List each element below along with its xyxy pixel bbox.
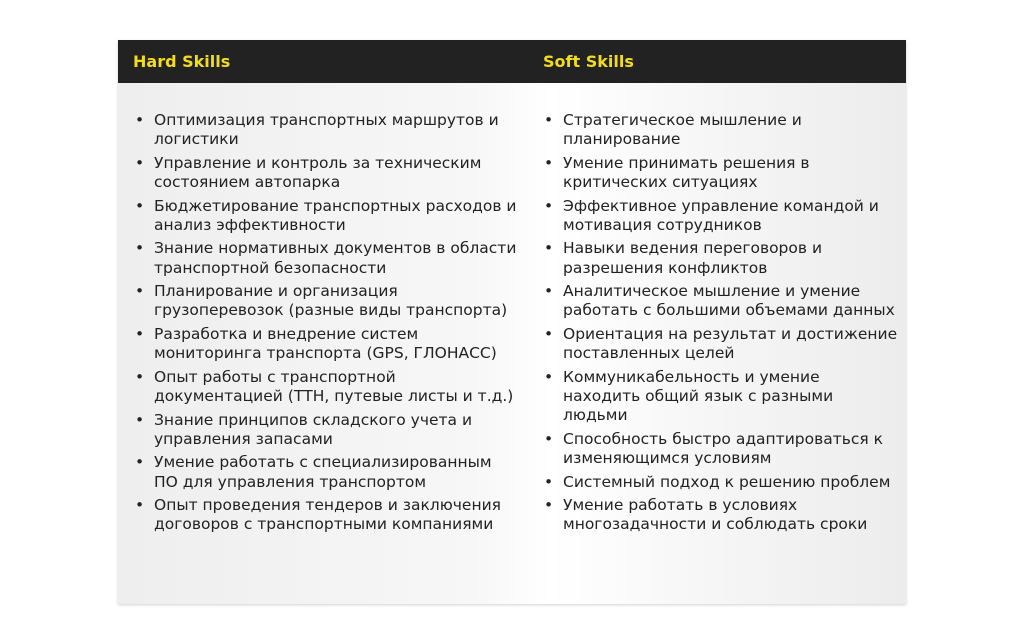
- list-item: [544, 473, 899, 492]
- bullet-icon: •: [544, 367, 554, 386]
- hard-skill-text: Оптимизация транспортных маршрутов и логистики: [154, 111, 499, 149]
- list-item: [544, 430, 899, 468]
- list-item: [544, 496, 899, 534]
- list-item: [135, 325, 520, 363]
- list-item: [544, 197, 899, 235]
- bullet-icon: •: [135, 111, 145, 129]
- bullet-icon: •: [544, 496, 554, 515]
- bullet-icon: •: [544, 429, 554, 448]
- soft-skill-text: Стратегическое мышление и планирование: [563, 111, 802, 149]
- list-item: [544, 239, 899, 277]
- bullet-icon: •: [135, 153, 145, 172]
- bullet-icon: •: [135, 324, 145, 343]
- hard-skill-text: Умение работать с специализированным ПО для управления транспортом: [154, 453, 492, 491]
- hard-skills-list: [135, 111, 520, 539]
- hard-skill-text: Управление и контроль за техническим состоянием автопарка: [154, 153, 482, 191]
- soft-skill-text: Способность быстро адаптироваться к изменяющимся условиям: [563, 429, 884, 467]
- list-item: [135, 368, 520, 406]
- list-item: [135, 111, 520, 149]
- soft-skill-text: Умение работать в условиях многозадачности и соблюдать сроки: [563, 496, 868, 534]
- bullet-icon: •: [544, 239, 554, 258]
- bullet-icon: •: [544, 153, 554, 172]
- hard-skill-text: Опыт работы с транспортной документацией (ТТН, путевые листы и т.д.): [154, 367, 514, 405]
- soft-skill-text: Эффективное управление командой и мотивация сотрудников: [563, 196, 879, 234]
- list-item: [135, 453, 520, 491]
- soft-skill-text: Ориентация на результат и достижение поставленных целей: [563, 324, 898, 363]
- hard-skill-text: Знание нормативных документов в области транспортной безопасности: [154, 239, 517, 277]
- soft-skill-text: Умение принимать решения в критических ситуациях: [563, 153, 810, 191]
- hard-skill-text: Разработка и внедрение систем мониторинга транспорта (GPS, ГЛОНАСС): [154, 324, 497, 363]
- hard-skill-text: Знание принципов складского учета и управления запасами: [154, 410, 473, 448]
- list-item: [135, 154, 520, 192]
- bullet-icon: •: [135, 367, 145, 386]
- list-item: [135, 197, 520, 235]
- list-item: [544, 111, 899, 149]
- bullet-icon: •: [544, 196, 554, 215]
- hard-skill-text: Бюджетирование транспортных расходов и анализ эффективности: [154, 196, 517, 234]
- bullet-icon: •: [135, 282, 145, 301]
- list-item: [135, 411, 520, 449]
- bullet-icon: •: [135, 410, 145, 429]
- list-item: [544, 325, 899, 363]
- table-header: [118, 40, 906, 83]
- list-item: [135, 282, 520, 320]
- list-item: [135, 496, 520, 534]
- soft-skills-list: [544, 111, 899, 539]
- hard-skills-heading: Hard Skills: [133, 52, 231, 71]
- bullet-icon: •: [544, 111, 554, 129]
- soft-skill-text: Аналитическое мышление и умение работать с большими объемами данных: [563, 282, 895, 320]
- soft-skill-text: Навыки ведения переговоров и разрешения конфликтов: [563, 239, 823, 277]
- bullet-icon: •: [544, 324, 554, 343]
- list-item: [544, 282, 899, 320]
- list-item: [544, 154, 899, 192]
- bullet-icon: •: [135, 196, 145, 215]
- bullet-icon: •: [544, 282, 554, 301]
- bullet-icon: •: [135, 239, 145, 258]
- list-item: [544, 368, 899, 426]
- list-item: [135, 239, 520, 277]
- hard-skill-text: Опыт проведения тендеров и заключения договоров с транспортными компаниями: [154, 496, 501, 534]
- soft-skill-text: Коммуникабельность и умение находить общий язык с разными людьми: [563, 367, 834, 425]
- soft-skill-text: Системный подход к решению проблем: [563, 472, 891, 491]
- bullet-icon: •: [544, 472, 554, 491]
- bullet-icon: •: [135, 496, 145, 515]
- bullet-icon: •: [135, 453, 145, 472]
- soft-skills-heading: Soft Skills: [543, 52, 634, 71]
- hard-skill-text: Планирование и организация грузоперевозок (разные виды транспорта): [154, 282, 508, 320]
